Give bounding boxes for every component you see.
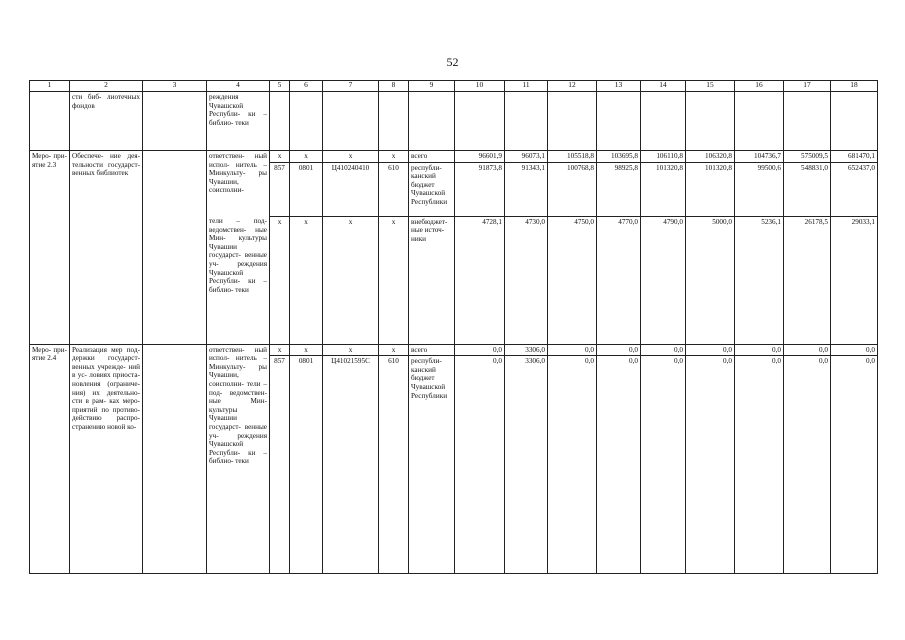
col-header: 13 [597, 81, 641, 92]
table-cell: x [270, 151, 290, 163]
measure-title: Обеспече- ние дея- тельности государст- венных библиотек [70, 151, 143, 345]
page-number: 52 [446, 55, 459, 69]
table-cell: 857 [270, 356, 290, 574]
table-cell: x [270, 344, 290, 356]
value-cell: 3306,0 [505, 344, 548, 356]
table-cell: 857 [270, 162, 290, 216]
table-cell [290, 92, 323, 151]
table-cell [686, 92, 735, 151]
value-cell: 96073,1 [505, 151, 548, 163]
table-cell [597, 92, 641, 151]
value-cell: 29033,1 [831, 216, 878, 344]
table-cell [379, 92, 409, 151]
table-cell: реждения Чувашской Республи- ки – библио- теки [207, 92, 270, 151]
value-cell: 0,0 [784, 344, 831, 356]
table-cell [505, 92, 548, 151]
table-cell [30, 92, 70, 151]
responsible-text: ответствен- ный испол- нитель – Минкульту- ры Чувашии, соисполни- [207, 151, 270, 217]
table-cell [143, 344, 207, 574]
table-cell: x [323, 344, 379, 356]
table-cell [143, 92, 207, 151]
col-header: 5 [270, 81, 290, 92]
table-cell [831, 92, 878, 151]
table-cell: республи- канский бюджет Чувашской Республики [409, 162, 455, 216]
value-cell: 0,0 [548, 344, 597, 356]
value-cell: 26178,5 [784, 216, 831, 344]
value-cell: 4790,0 [641, 216, 686, 344]
value-cell: 0,0 [831, 344, 878, 356]
table-cell: сти биб- лиотечных фондов [70, 92, 143, 151]
table-cell: Ц41021595С [323, 356, 379, 574]
table-cell: x [323, 151, 379, 163]
table-cell: 0801 [290, 162, 323, 216]
col-header: 7 [323, 81, 379, 92]
table-cell [735, 92, 784, 151]
value-cell: 101320,8 [686, 162, 735, 216]
table-cell: республи- канский бюджет Чувашской Республики [409, 356, 455, 574]
value-cell: 681470,1 [831, 151, 878, 163]
value-cell: 106110,8 [641, 151, 686, 163]
table-cell: x [270, 216, 290, 344]
value-cell: 0,0 [686, 356, 735, 574]
value-cell: 101320,8 [641, 162, 686, 216]
value-cell: 0,0 [455, 344, 505, 356]
col-header: 10 [455, 81, 505, 92]
measure-title: Реализация мер под- держки государст- венных учрежде- ний в ус- ловиях приоста- новления (ограниче- ния) их деятельно- сти в рам- ках меро- приятий по противо- действию распро- странению новой ко- [70, 344, 143, 574]
table-cell [548, 92, 597, 151]
value-cell: 96601,9 [455, 151, 505, 163]
col-header: 11 [505, 81, 548, 92]
col-header: 15 [686, 81, 735, 92]
value-cell: 100768,8 [548, 162, 597, 216]
table-cell: 0801 [290, 356, 323, 574]
value-cell: 0,0 [784, 356, 831, 574]
table-cell [641, 92, 686, 151]
value-cell: 4770,0 [597, 216, 641, 344]
table-cell: 610 [379, 356, 409, 574]
responsible-text: тели – под- ведомствен- ные Мин- культуры Чувашии государст- венные уч- реждения Чувашской Республи- ки – библио- теки [207, 216, 270, 344]
col-header: 17 [784, 81, 831, 92]
value-cell: 105518,8 [548, 151, 597, 163]
table-cell [270, 92, 290, 151]
value-cell: 0,0 [641, 344, 686, 356]
value-cell: 4730,0 [505, 216, 548, 344]
table-row [30, 151, 878, 163]
value-cell: 98925,8 [597, 162, 641, 216]
value-cell: 548831,0 [784, 162, 831, 216]
value-cell: 3306,0 [505, 356, 548, 574]
col-header: 4 [207, 81, 270, 92]
value-cell: 575009,5 [784, 151, 831, 163]
value-cell: 5236,1 [735, 216, 784, 344]
value-cell: 5000,0 [686, 216, 735, 344]
table-cell: x [290, 216, 323, 344]
measure-label: Меро- при- ятие 2.4 [30, 344, 70, 574]
table-cell: всего [409, 151, 455, 163]
table-cell: x [290, 151, 323, 163]
value-cell: 0,0 [686, 344, 735, 356]
value-cell: 0,0 [735, 344, 784, 356]
value-cell: 0,0 [455, 356, 505, 574]
table-cell [323, 92, 379, 151]
value-cell: 104736,7 [735, 151, 784, 163]
value-cell: 0,0 [597, 356, 641, 574]
table-cell: внебюджет- ные источ- ники [409, 216, 455, 344]
col-header: 18 [831, 81, 878, 92]
table-cell [409, 92, 455, 151]
col-header: 14 [641, 81, 686, 92]
responsible-text: ответствен- ный испол- нитель – Минкульту- ры Чувашии, соисполни- тели – под- ведомствен- ные Мин- культуры Чувашии государст- венные уч- реждения Чувашской Республи- ки – библио- теки [207, 344, 270, 574]
value-cell: 0,0 [641, 356, 686, 574]
value-cell: 0,0 [735, 356, 784, 574]
header-row [30, 81, 878, 92]
table-row [30, 92, 878, 151]
table-cell [455, 92, 505, 151]
value-cell: 652437,0 [831, 162, 878, 216]
col-header: 3 [143, 81, 207, 92]
col-header: 6 [290, 81, 323, 92]
value-cell: 99500,6 [735, 162, 784, 216]
table-cell: x [379, 216, 409, 344]
col-header: 12 [548, 81, 597, 92]
value-cell: 4728,1 [455, 216, 505, 344]
table-row [30, 344, 878, 356]
value-cell: 0,0 [597, 344, 641, 356]
value-cell: 91343,1 [505, 162, 548, 216]
table-cell: x [379, 151, 409, 163]
value-cell: 0,0 [831, 356, 878, 574]
col-header: 16 [735, 81, 784, 92]
table-cell: всего [409, 344, 455, 356]
table-cell: x [290, 344, 323, 356]
table-cell: Ц410240410 [323, 162, 379, 216]
col-header: 8 [379, 81, 409, 92]
value-cell: 91873,8 [455, 162, 505, 216]
value-cell: 103695,8 [597, 151, 641, 163]
col-header: 2 [70, 81, 143, 92]
table-cell [784, 92, 831, 151]
value-cell: 106320,8 [686, 151, 735, 163]
table-cell: x [379, 344, 409, 356]
table-cell [143, 151, 207, 345]
col-header: 1 [30, 81, 70, 92]
budget-table [29, 80, 878, 574]
value-cell: 4750,0 [548, 216, 597, 344]
table-cell: 610 [379, 162, 409, 216]
measure-label: Меро- при- ятие 2.3 [30, 151, 70, 345]
table-cell: x [323, 216, 379, 344]
col-header: 9 [409, 81, 455, 92]
value-cell: 0,0 [548, 356, 597, 574]
